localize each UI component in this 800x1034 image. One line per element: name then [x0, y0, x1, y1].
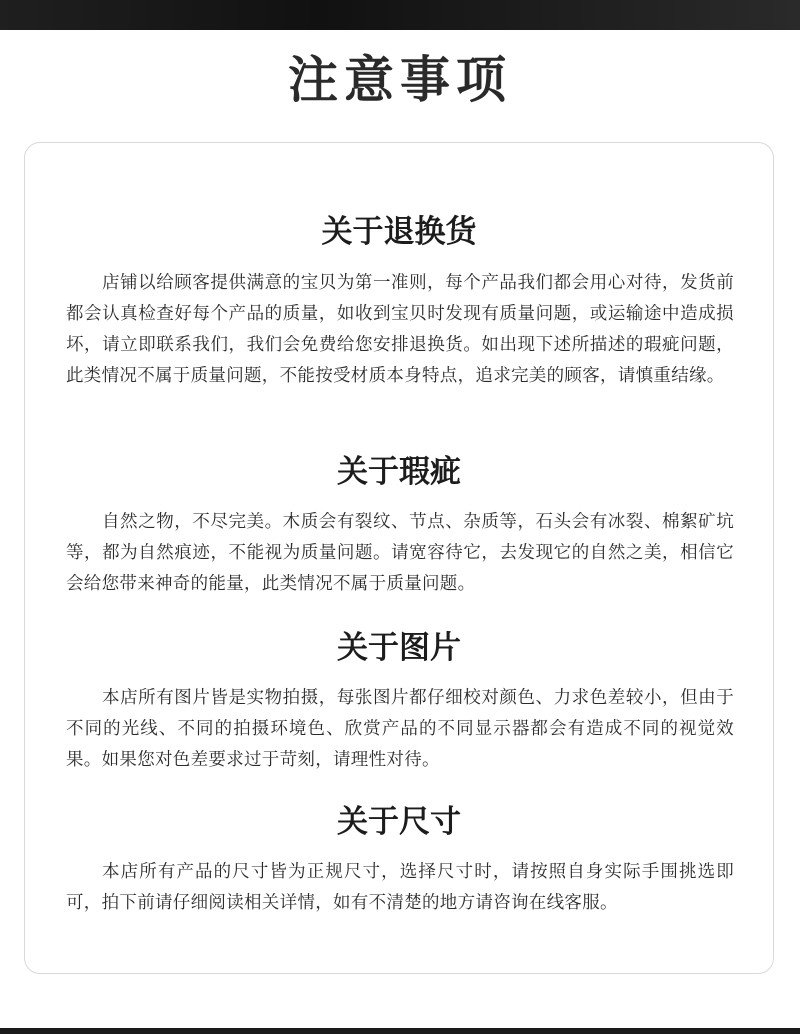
top-banner-bar — [0, 0, 800, 30]
section-heading-sizes: 关于尺寸 — [337, 804, 461, 840]
section-body-sizes: 本店所有产品的尺寸皆为正规尺寸，选择尺寸时，请按照自身实际手围挑选即可，拍下前请仔细阅读相关详情，如有不清楚的地方请咨询在线客服。 — [66, 862, 734, 913]
section-body-flaws: 自然之物，不尽完美。木质会有裂纹、节点、杂质等，石头会有冰裂、棉絮矿坑等，都为自然痕迹，不能视为质量问题。请宽容待它，去发现它的自然之美，相信它会给您带来神奇的能量，此类情况不属于质量问题。 — [66, 512, 734, 594]
section-heading-flaws: 关于瑕疵 — [337, 454, 461, 490]
section-heading-returns: 关于退换货 — [321, 214, 477, 250]
section-heading-pictures: 关于图片 — [337, 630, 461, 666]
section-body-returns: 店铺以给顾客提供满意的宝贝为第一准则，每个产品我们都会用心对待，发货前都会认真检查好每个产品的质量，如收到宝贝时发现有质量问题，或运输途中造成损坏，请立即联系我们，我们会免费给您安排退换货。如出现下述所描述的瑕疵问题，此类情况不属于质量问题，不能按受材质本身特点，追求完美的顾客，请慎重结缘。 — [66, 273, 734, 386]
page-title: 注意事项 — [288, 50, 512, 109]
section-body-pictures: 本店所有图片皆是实物拍摄，每张图片都仔细校对颜色、力求色差较小，但由于不同的光线、不同的拍摄环境色、欣赏产品的不同显示器都会有造成不同的视觉效果。如果您对色差要求过于苛刻，请理性对待。 — [66, 688, 734, 770]
bottom-bar — [0, 1028, 800, 1034]
